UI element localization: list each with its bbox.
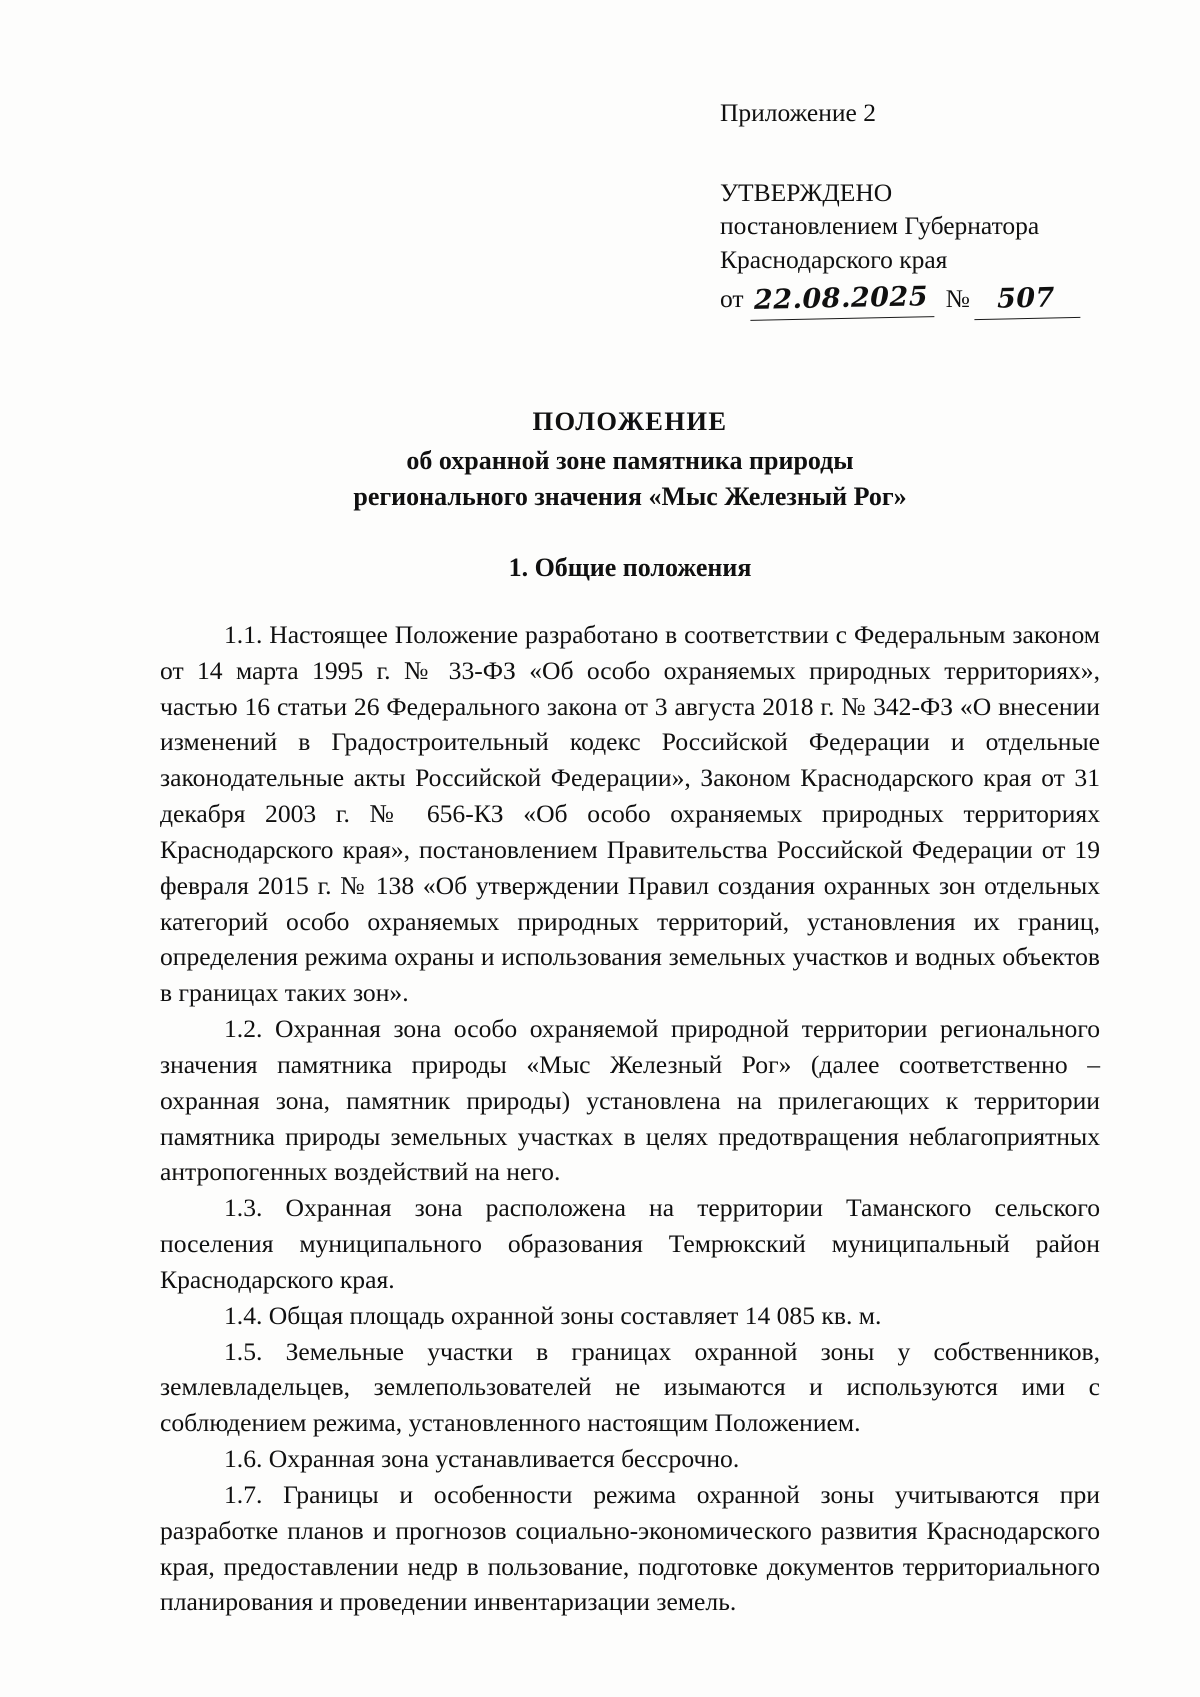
document-content	[160, 96, 1100, 1620]
approval-line-1: постановлением Губернатора	[720, 211, 1040, 241]
document-subtitle-line-2: регионального значения «Мыс Железный Рог»	[353, 482, 907, 512]
number-label: №	[945, 283, 970, 313]
appendix-label: Приложение 2	[720, 98, 876, 127]
document-title: ПОЛОЖЕНИЕ	[532, 406, 728, 437]
approval-line-2: Краснодарского края	[720, 244, 948, 274]
paragraph-1-7: 1.7. Границы и особенности режима охранной зоны учитываются при разработке планов и прогнозов социально-экономического развития Краснодарского края, предоставлении недр в пользование, подготовке документов территориального планирования и проведении инвентаризации земель.	[160, 1479, 1100, 1617]
approval-date-row	[720, 281, 1140, 319]
paragraph-1-3: 1.3. Охранная зона расположена на территории Таманского сельского поселения муниципального образования Темрюкский муниципальный район Краснодарского края.	[160, 1193, 1100, 1294]
handwritten-date: 22.08.2025	[749, 279, 934, 320]
approved-word: УТВЕРЖДЕНО	[720, 177, 893, 207]
body-text	[160, 617, 1100, 1620]
document-subtitle-line-1: об охранной зоне памятника природы	[406, 446, 854, 476]
approval-block	[720, 96, 1140, 318]
paragraph-1-5: 1.5. Земельные участки в границах охранной зоны у собственников, землевладельцев, землепользователей не изымаются и используются ими с соблюдением режима, установленного настоящим Положением.	[160, 1336, 1100, 1438]
handwritten-number: 507	[974, 280, 1081, 320]
date-label: от	[720, 283, 744, 313]
paragraph-1-1: 1.1. Настоящее Положение разработано в соответствии с Федеральным законом от 14 марта 1995 г. № 33-ФЗ «Об особо охраняемых природных территориях», частью 16 статьи 26 Федерального закона от 3 августа 2018 г. № 342-ФЗ «О внесении изменений в Градостроительный кодекс Российской Федерации и отдельные законодательные акты Российской Федерации», Законом Краснодарского края от 31 декабря 2003 г. № 656-КЗ «Об особо охраняемых природных территориях Краснодарского края», постановлением Правительства Российской Федерации от 19 февраля 2015 г. № 138 «Об утверждении Правил создания охранных зон отдельных категорий особо охраняемых природных территорий, установления их границ, определения режима охраны и использования земельных участков и водных объектов в границах таких зон».	[160, 620, 1100, 1008]
paragraph-1-2: 1.2. Охранная зона особо охраняемой природной территории регионального значения памятника природы «Мыс Железный Рог» (далее соответственно – охранная зона, памятник природы) установлена на прилегающих к территории памятника природы земельных участках в целях предотвращения неблагоприятных антропогенных воздействий на него.	[160, 1014, 1100, 1187]
section-title: 1. Общие положения	[508, 553, 752, 582]
paragraph-1-4: 1.4. Общая площадь охранной зоны составляет 14 085 кв. м.	[224, 1300, 882, 1330]
paragraph-1-6: 1.6. Охранная зона устанавливается бессрочно.	[224, 1444, 740, 1474]
